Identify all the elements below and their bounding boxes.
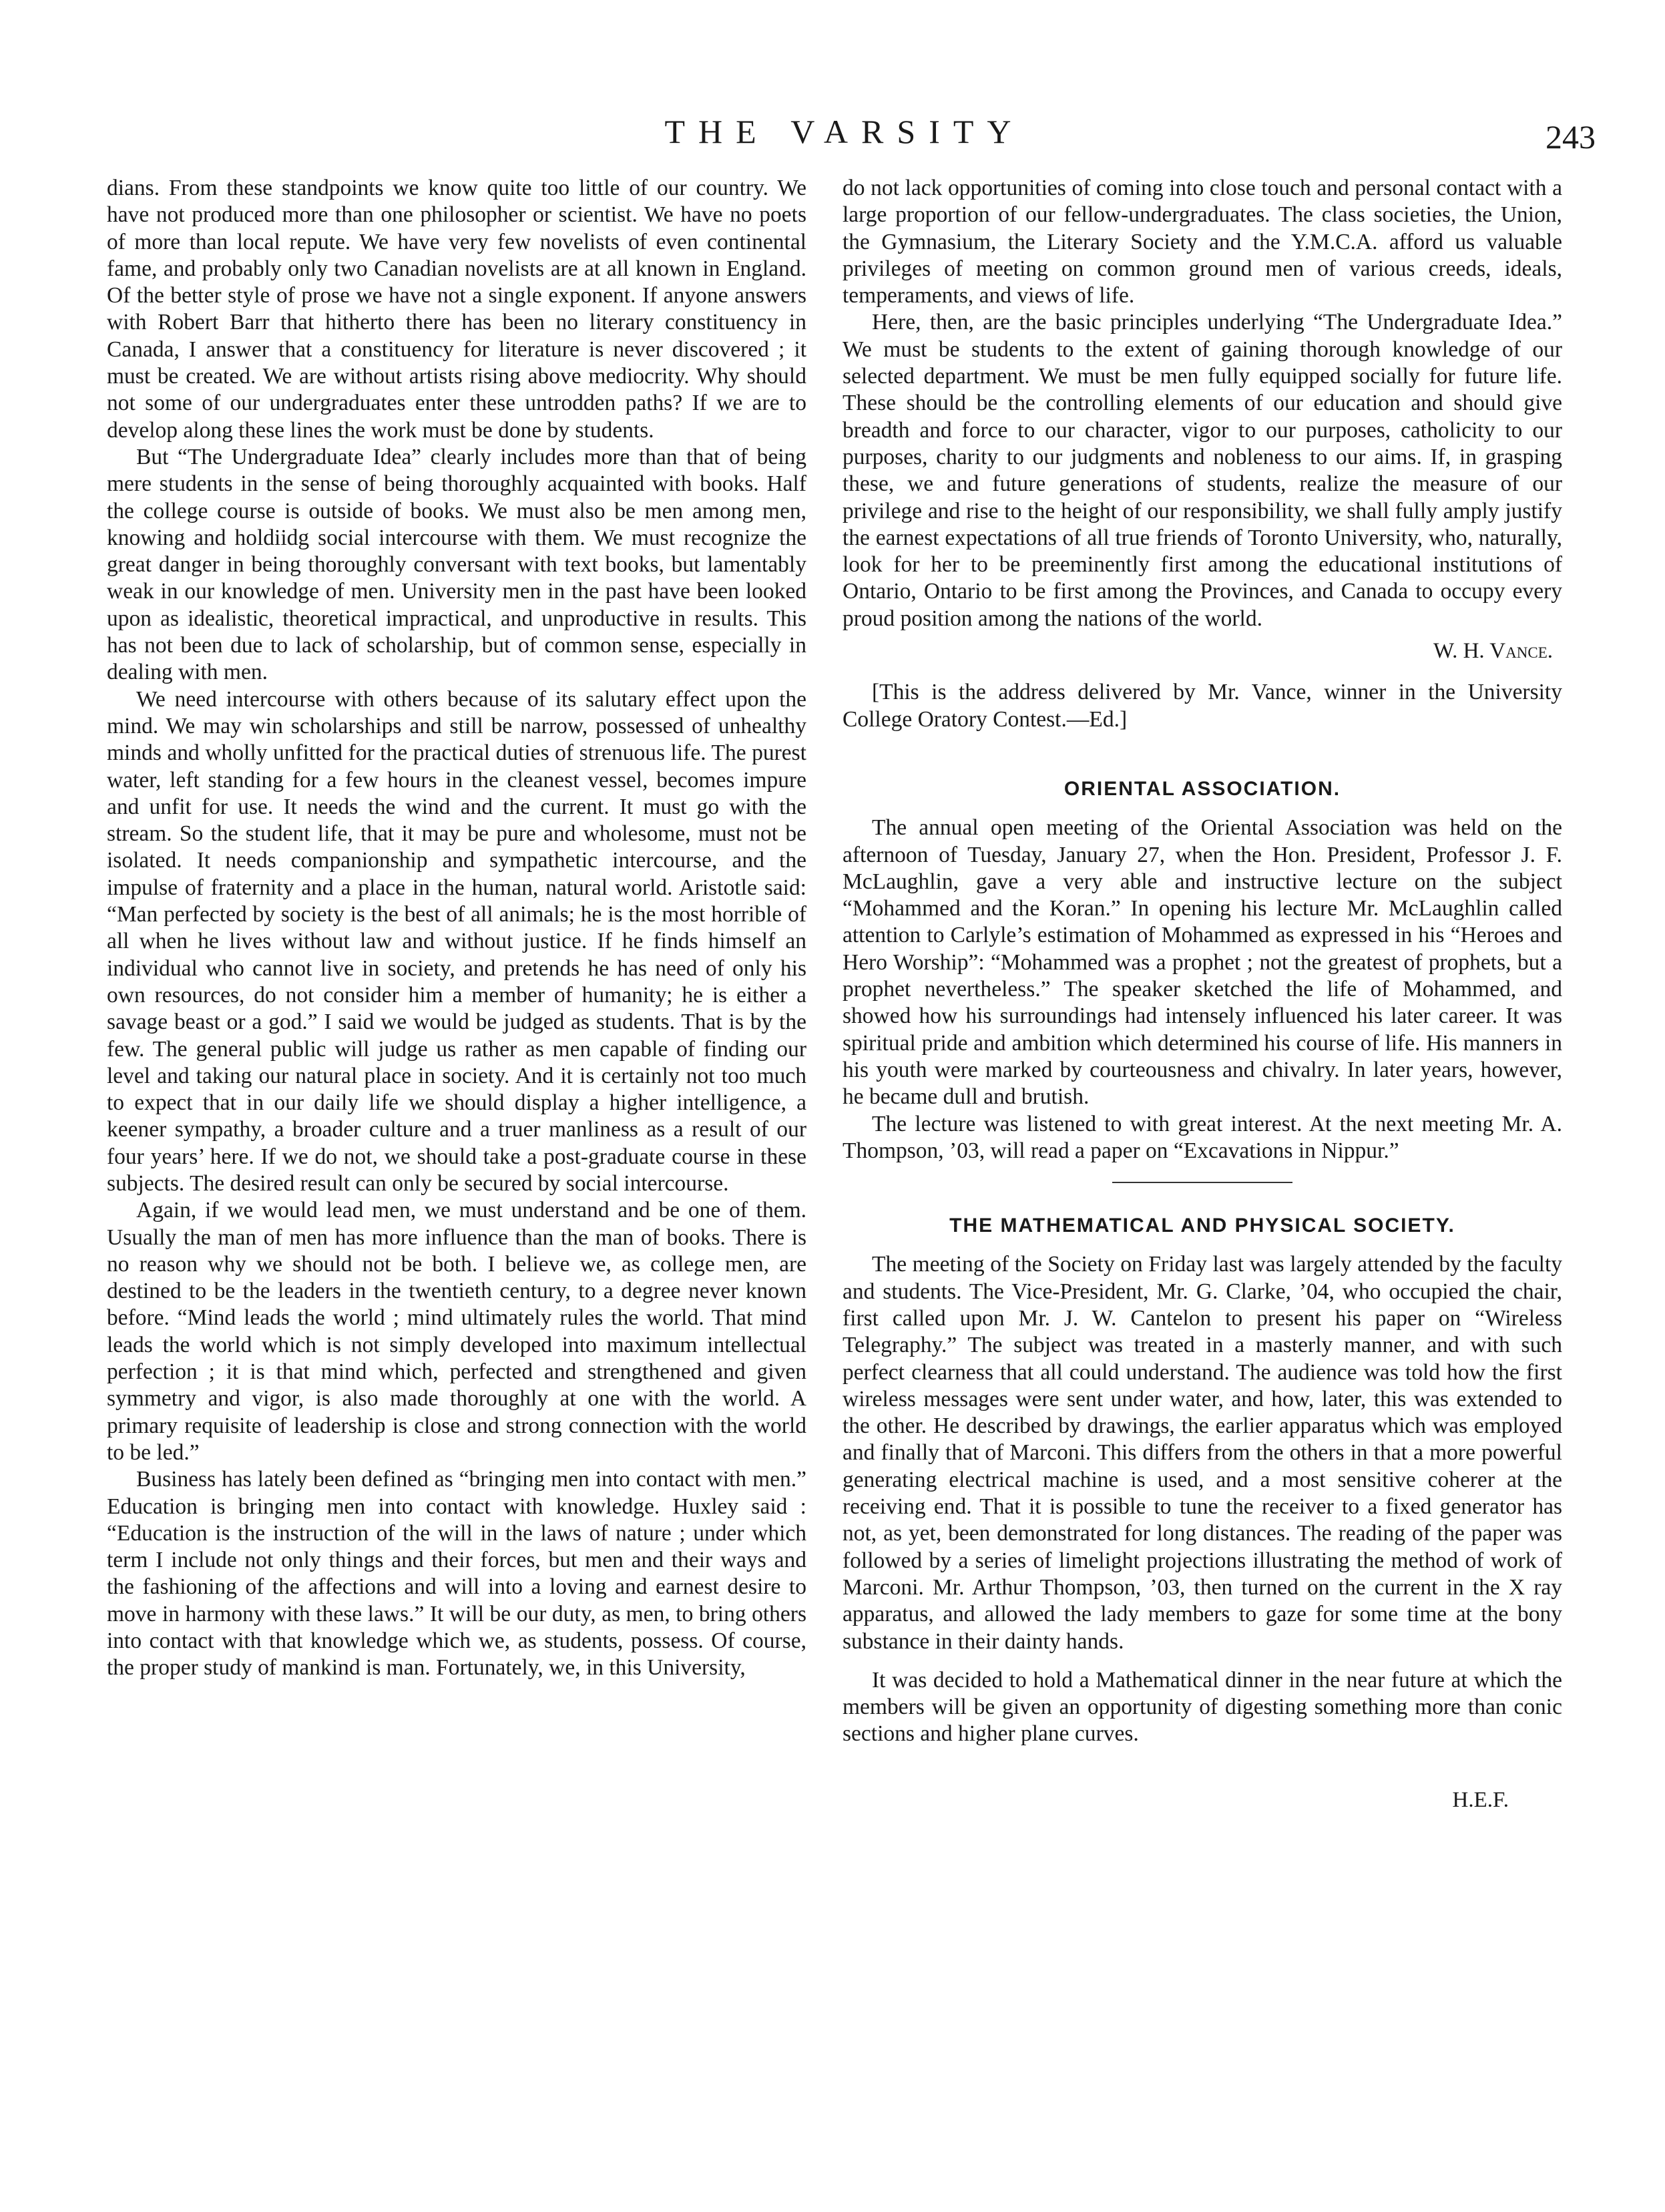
article-paragraph: The meeting of the Society on Friday last was largely attended by the faculty and students. The Vice-President, Mr. G. Clarke, ’04, who occupied the chair, first called upon Mr. J. W. Cantelon to present his paper on “Wireless Telegraphy.” The subject was treated in a masterly manner, and with such perfect clearness that all could understand. The audience was told how the first wireless messages were sent under water, and how, later, this was extended to the other. He described by drawings, the earlier apparatus which was employed and finally that of Marconi. This differs from the others in that a more powerful generating electrical machine is used, and a most sensitive coherer at the receiving end. That it is possible to tune the receiver to a fixed generator has not, as yet, been demonstrated for long distances. The reading of the paper was followed by a series of limelight projections illustrating the method of work of Marconi. Mr. Arthur Thompson, ’03, then turned on the current in the X ray apparatus, and allowed the lady members to gaze for some time at the bony substance in their dainty hands. [843, 1252, 1562, 1654]
mathematical-society-heading: THE MATHEMATICAL AND PHYSICAL SOCIETY. [949, 1214, 1455, 1237]
article-paragraph: But “The Undergraduate Idea” clearly includes more than that of being mere students in the sense of being thoroughly acquainted with books. Half the college course is outside of books. We must also be men among men, knowing and holdiidg social intercourse with them. We must recognize the great danger in being thoroughly conversant with text books, but lamentably weak in our knowledge of men. University men in the past have been looked upon as idealistic, theoretical impractical, and unproductive in results. This has not been due to lack of scholarship, but of common sense, especially in dealing with men. [107, 444, 806, 685]
article-paragraph: dians. From these standpoints we know quite too little of our country. We have not produced more than one philosopher or scientist. We have no poets of more than local repute. We have very few novelists of even continental fame, and probably only two Canadian novelists are at all known in England. Of the better style of prose we have not a single exponent. If anyone answers with Robert Barr that hitherto there has been no literary constituency in Canada, I answer that a constituency for literature is never discovered ; it must be created. We are without artists rising above mediocrity. Why should not some of our undergraduates enter these untrodden paths? If we are to develop along these lines the work must be done by students. [107, 176, 806, 443]
article-paragraph: It was decided to hold a Mathematical dinner in the near future at which the members will be given an opportunity of digesting something more than conic sections and higher plane curves. [843, 1667, 1562, 1747]
article-paragraph: Again, if we would lead men, we must understand and be one of them. Usually the man of men has more influence than the man of books. There is no reason why we should not be both. I believe we, as college men, are destined to be the leaders in the twentieth century, to a degree never known before. “Mind leads the world ; mind ultimately rules the world. That mind leads the world which is not simply developed into maximum intellectual perfection ; it is that mind which, perfected and strengthened and given symmetry and vigor, is also made thoroughly at one with the world. A primary requisite of leadership is close and strong connection with the world to be led.” [107, 1198, 806, 1465]
page-header [100, 112, 1596, 166]
section-divider [1112, 1182, 1292, 1183]
page-number: 243 [1545, 118, 1596, 156]
editor-note: [This is the address delivered by Mr. Vance, winner in the University College Oratory Contest.—Ed.] [843, 680, 1562, 732]
oriental-association-heading: ORIENTAL ASSOCIATION. [1063, 777, 1341, 800]
article-paragraph: Business has lately been defined as “bringing men into contact with men.” Education is bringing men into contact with knowledge. Huxley said : “Education is the instruction of the will in the laws of nature ; under which term I include not only things and their forces, but men and their ways and the fashioning of the affections and will into a loving and earnest desire to move in harmony with these laws.” It will be our duty, as men, to bring others into contact with that knowledge which we, as students, possess. Of course, the proper study of mankind is man. Fortunately, we, in this University, [107, 1467, 806, 1681]
left-column [107, 175, 806, 1682]
right-column [843, 175, 1562, 1813]
article-paragraph: The lecture was listened to with great interest. At the next meeting Mr. A. Thompson, ’03, will read a paper on “Excavations in Nippur.” [843, 1111, 1562, 1163]
article-paragraph: do not lack opportunities of coming into close touch and personal contact with a large proportion of our fellow-undergraduates. The class societies, the Union, the Gymnasium, the Literary Society and the Y.M.C.A. afford us valuable privileges of meeting on common ground men of various creeds, ideals, temperaments, and views of life. [843, 176, 1562, 308]
author-initials: H.E.F. [1452, 1787, 1509, 1812]
article-paragraph: We need intercourse with others because of its salutary effect upon the mind. We may win scholarships and still be narrow, possessed of unhealthy minds and wholly unfitted for the practical duties of strenuous life. The purest water, left standing for a few hours in the cleanest vessel, becomes impure and unfit for use. It needs the wind and the current. It must go with the stream. So the student life, that it may be pure and wholesome, must not be isolated. It needs companionship and sympathetic intercourse, and the impulse of fraternity and a place in the human, natural world. Aristotle said: “Man perfected by society is the best of all animals; he is the most horrible of all when he lives without law and without justice. If he finds himself an individual who cannot live in society, and pretends he has need of only his own resources, do not consider him a member of humanity; he is either a savage beast or a god.” I said we would be judged as students. That is by the few. The general public will judge us rather as men capable of finding our level and taking our natural place in society. And it is certainly not too much to expect that in our daily life we should display a higher intelligence, a keener sympathy, a broader culture and a truer manliness as a result of our four years’ here. If we do not, we should take a post-graduate course in these subjects. The desired result can only be secured by social intercourse. [107, 686, 806, 1196]
author-signature: W. H. Vance. [1433, 639, 1553, 664]
article-paragraph: Here, then, are the basic principles underlying “The Undergraduate Idea.” We must be students to the extent of gaining thorough knowledge of our selected department. We must be men fully equipped socially for future life. These should be the controlling elements of our education and should give breadth and force to our character, vigor to our purposes, catholicity to our purposes, charity to our judgments and nobleness to our aims. If, in grasping these, we and future generations of students, realize the measure of our privilege and rise to the height of our responsibility, we shall fully amply justify the earnest expectations of all true friends of Toronto University, who, naturally, look for her to be preeminently first among the educational institutions of Ontario, Ontario to be first among the Provinces, and Canada to occupy every proud position among the nations of the world. [843, 310, 1562, 631]
masthead-title: THE VARSITY [664, 113, 1025, 150]
article-paragraph: The annual open meeting of the Oriental Association was held on the afternoon of Tuesday, January 27, when the Hon. President, Professor J. F. McLaughlin, gave a very able and instructive lecture on the subject “Mohammed and the Koran.” In opening his lecture Mr. McLaughlin called attention to Carlyle’s estimation of Mohammed as expressed in his “Heroes and Hero Worship”: “Mohammed was a prophet ; not the greatest of prophets, but a prophet nevertheless.” The speaker sketched the life of Mohammed, and showed how his surroundings had intensely influenced his later career. It was spiritual pride and ambition which determined his course of life. His manners in his youth were marked by courteousness and chivalry. In later years, however, he became dull and brutish. [843, 815, 1562, 1110]
